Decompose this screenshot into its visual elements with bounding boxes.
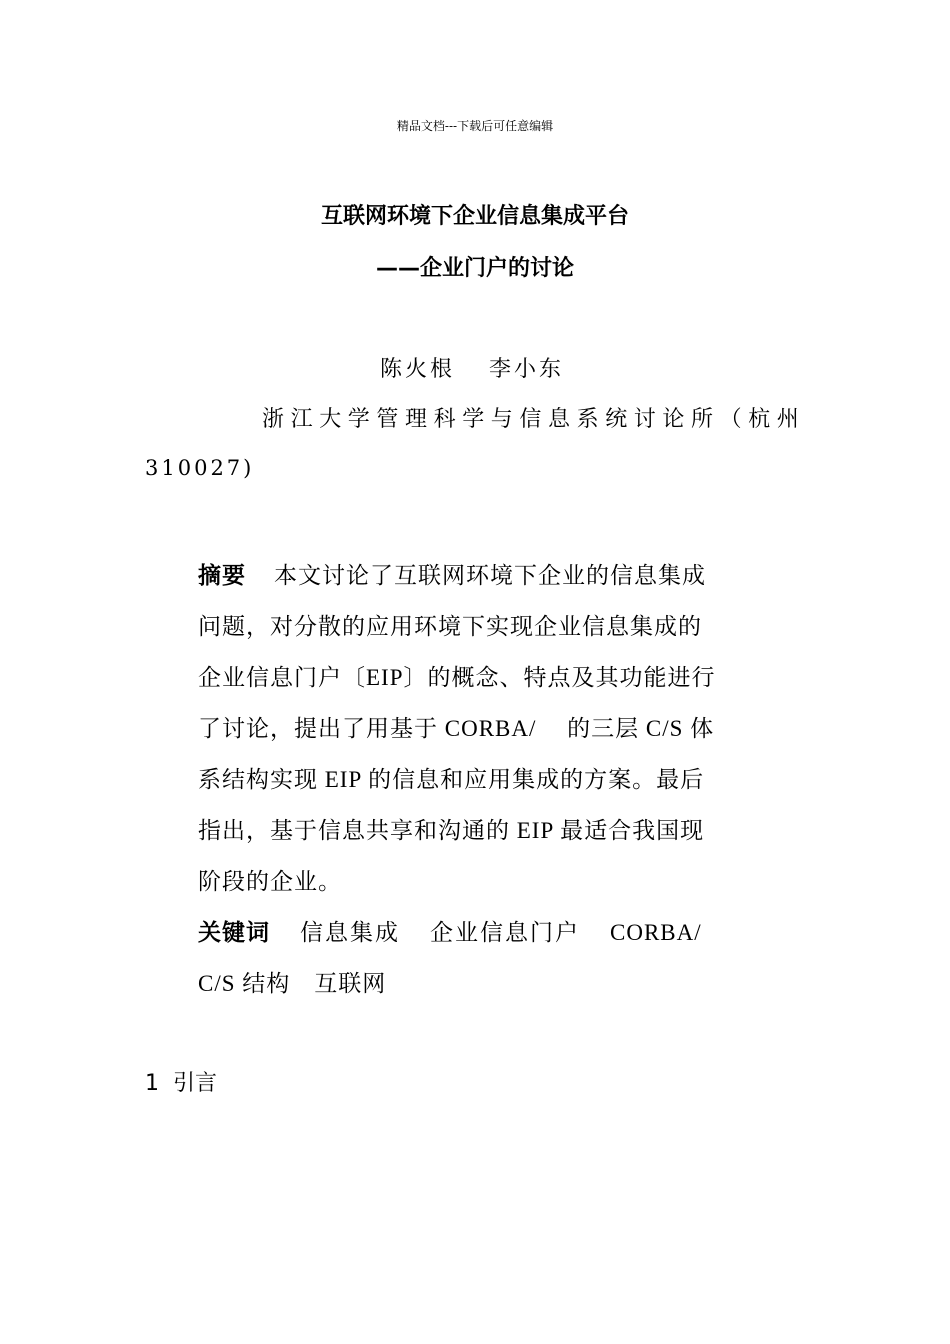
keyword: 互联网 <box>314 971 387 996</box>
header-note: 精品文档---下载后可任意编辑 <box>396 119 554 133</box>
author-list <box>380 352 564 383</box>
keywords-label: 关键词 <box>198 920 270 946</box>
affiliation-line: 浙江大学管理科学与信息系统讨论所（杭州 <box>262 407 806 432</box>
document-subtitle: ——企业门户的讨论 <box>375 256 574 281</box>
abstract-line: 指出，基于信息共享和沟通的 EIP 最适合我国现 <box>198 818 705 843</box>
affiliation-postcode: 310027) <box>145 456 255 480</box>
keyword: 信息集成 <box>300 920 400 945</box>
section-title: 引言 <box>173 1071 218 1096</box>
document-title: 互联网环境下企业信息集成平台 <box>320 204 629 229</box>
keywords-line <box>198 914 702 947</box>
keywords-line <box>198 965 386 998</box>
keyword: C/S 结构 <box>198 971 291 996</box>
abstract-label: 摘要 <box>198 563 246 589</box>
abstract-line: 摘要 本文讨论了互联网环境下企业的信息集成 <box>198 563 706 589</box>
keyword: CORBA/ <box>610 920 702 945</box>
author-name: 李小东 <box>489 357 565 382</box>
section-number: 1 <box>145 1071 159 1096</box>
abstract-line: 系结构实现 EIP 的信息和应用集成的方案。最后 <box>198 767 705 792</box>
keyword: 企业信息门户 <box>430 920 580 945</box>
abstract-line: 了讨论，提出了用基于 CORBA/ 的三层 C/S 体 <box>198 716 715 741</box>
abstract-line: 阶段的企业。 <box>198 869 342 894</box>
author-name: 陈火根 <box>380 357 456 382</box>
abstract-line: 企业信息门户〔EIP〕的概念、特点及其功能进行 <box>198 665 716 690</box>
abstract-line: 问题，对分散的应用环境下实现企业信息集成的 <box>198 614 702 639</box>
section-heading <box>145 1066 217 1097</box>
